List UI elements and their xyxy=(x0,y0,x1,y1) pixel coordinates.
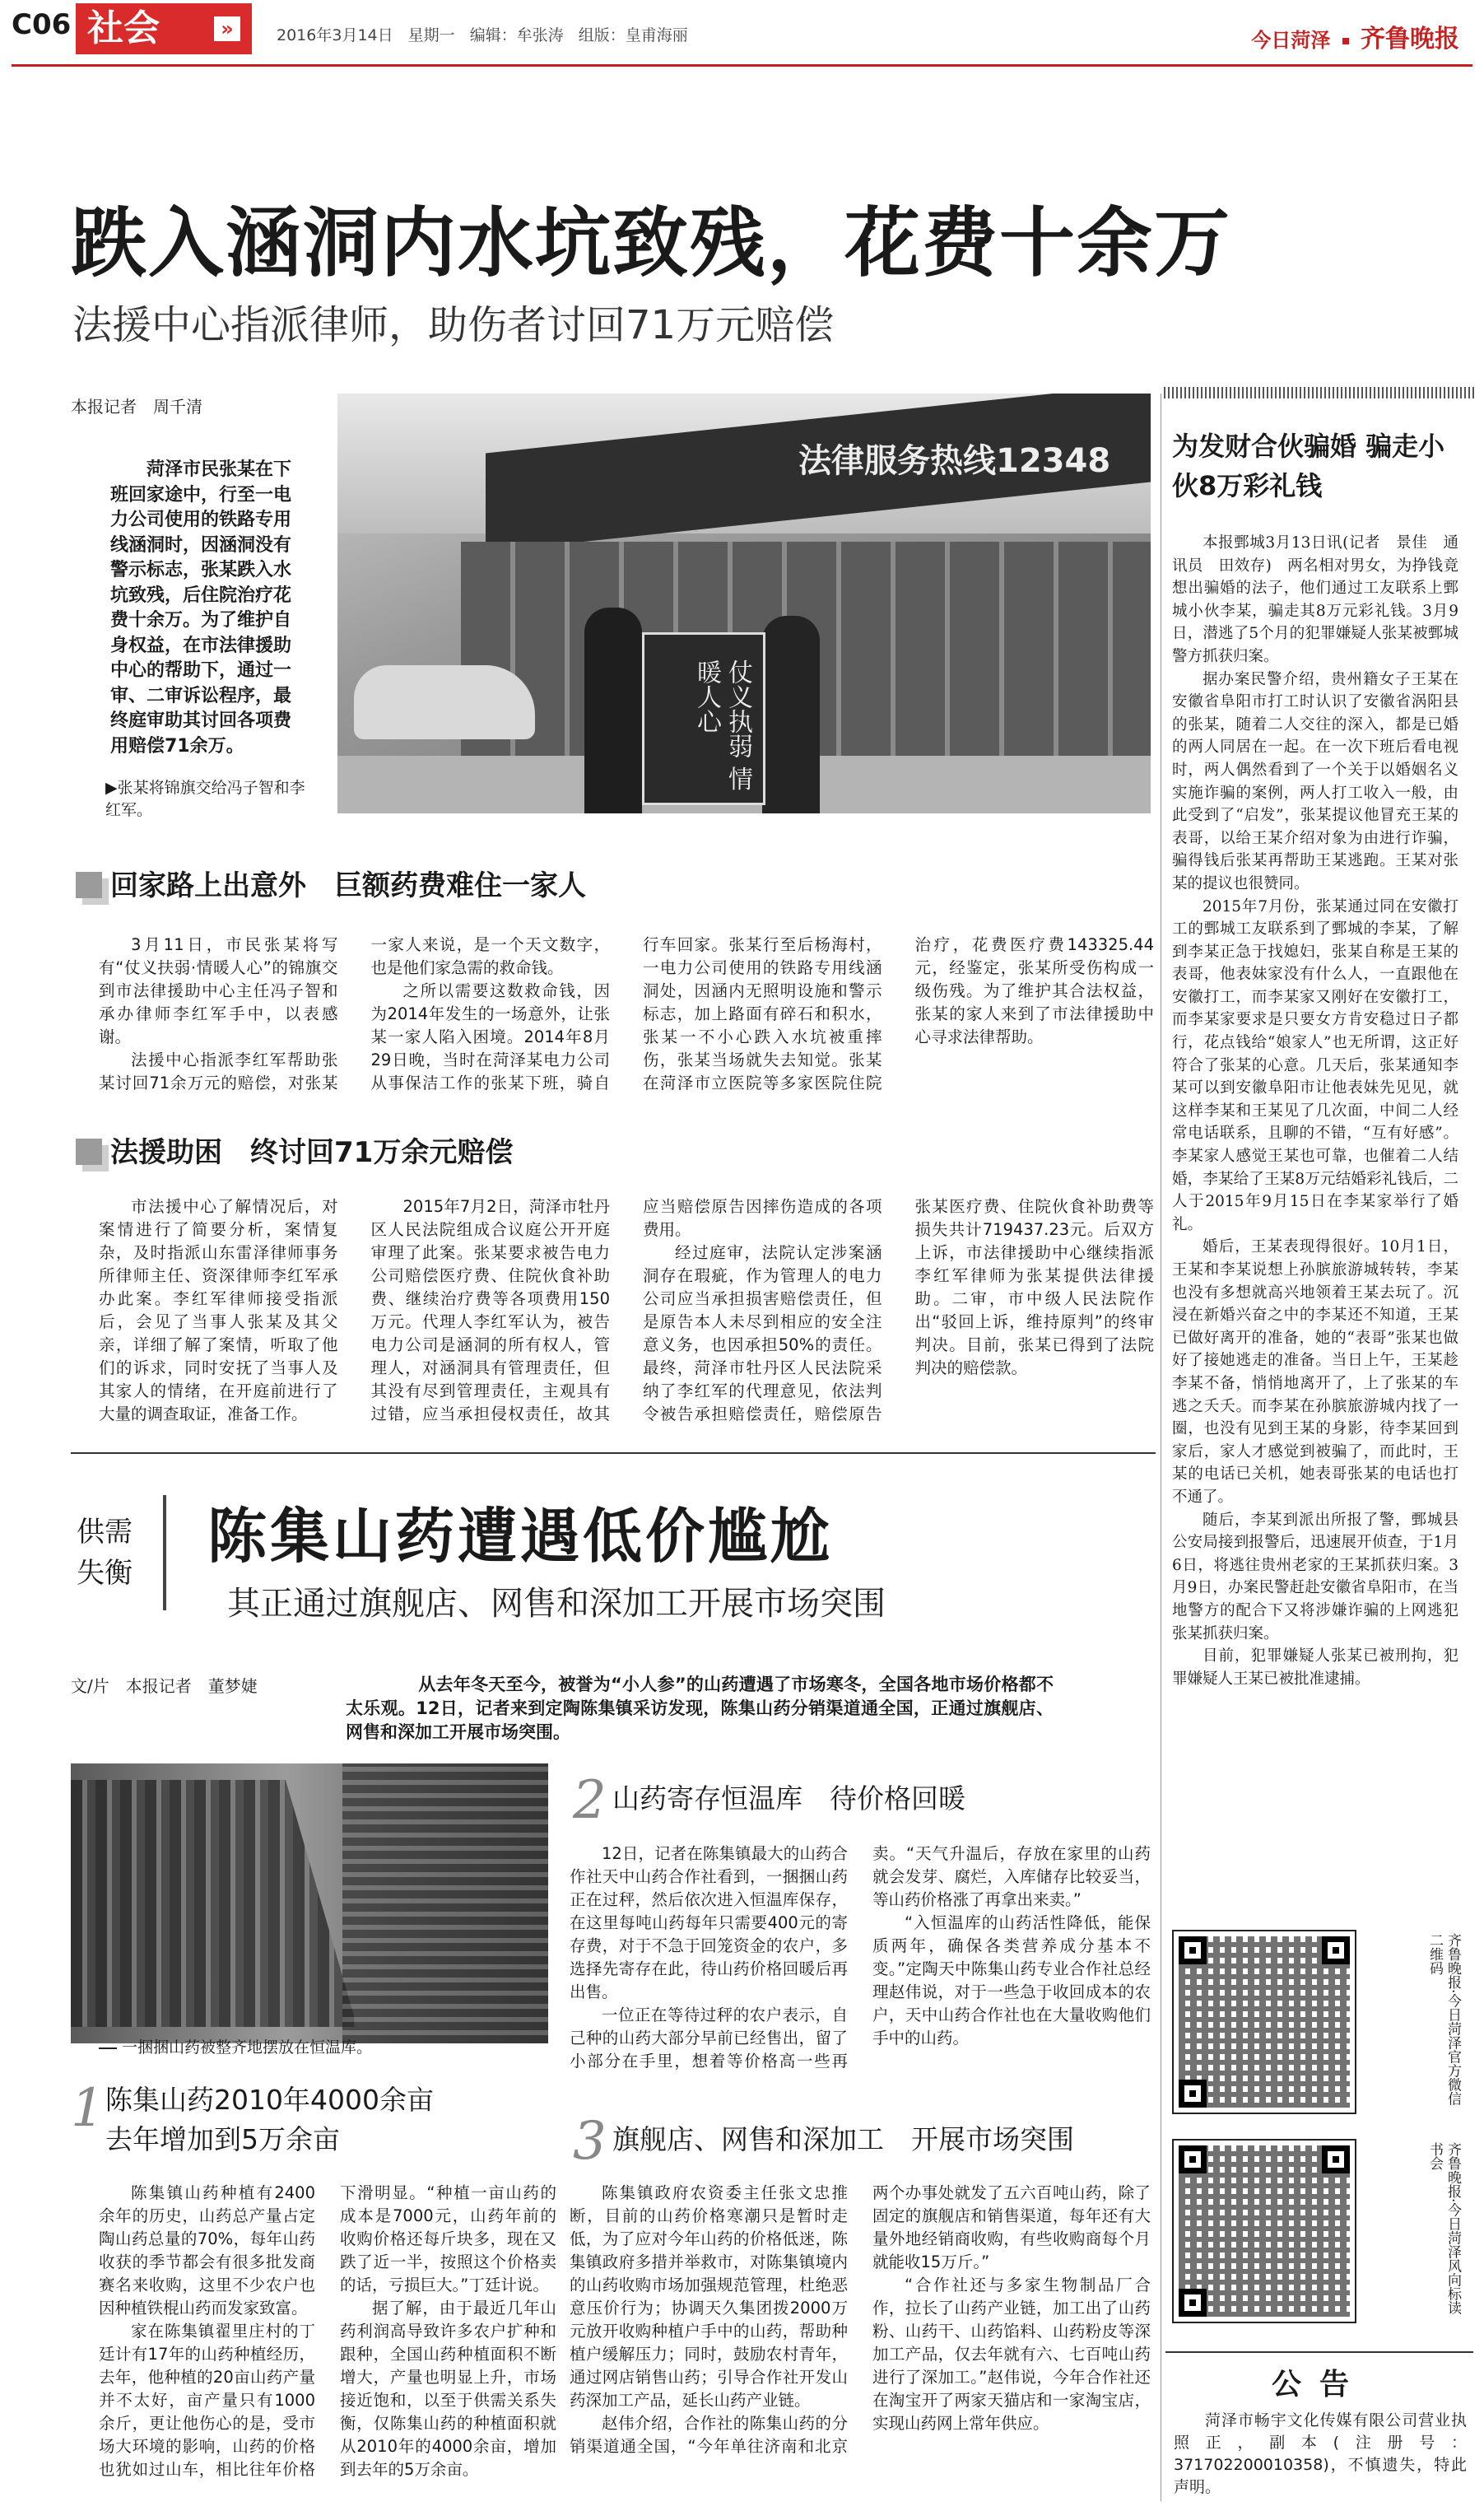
paragraph: 陈集镇山药种植有2400余年的历史，山药总产量占定陶山药总量的70%，每年山药收获的季节都会有很多批发商赛名来收购，这里不少农户也因种植铁棍山药而发家致富。 xyxy=(99,2183,315,2318)
paragraph: 据了解，由于最近几年山药利润高导致许多农户扩种和跟种，全国山药种植面积不断增大，产量也明显上升，市场接近饱和，以至于供需关系失衡，仅陈集山药的种植面积就从2010年的4000余亩，增加到去年的5万余亩。 xyxy=(340,2299,556,2479)
section-label: 社会 xyxy=(87,7,160,49)
main-headline: 跌入涵洞内水坑致残，花费十余万 xyxy=(71,199,1232,287)
side-article-body xyxy=(1172,532,1458,1928)
header-info xyxy=(277,23,688,45)
paragraph: 市法援中心了解情况后，对案情进行了简要分析，案情复杂，及时指派山东雷泽律师事务所律师主任、资深律师李红军承办此案。李红军律师接受指派后，会见了当事人张某及其父亲，详细了解了案情，听取了他们的诉求，同时安抚了当事人及其家人的情绪，在开庭前进行了大量的调查取证，准备工作。 xyxy=(99,1197,338,1423)
edition-name: 今日菏泽 xyxy=(1251,29,1331,52)
part2-body xyxy=(570,1842,1151,2075)
paragraph: 婚后，王某表现得很好。10月1日，王某和李某说想上孙膑旅游城转转，李某也没有多想就高兴地领着王某去玩了。沉浸在新婚兴奋之中的李某还不知道，王某已做好离开的准备，她的“表哥”张某也做好了接她逃走的准备。当日上午，王某趁李某不备，悄悄地离开了，上了张某的车逃之夭夭。而李某在孙膑旅游城内找了一圈，也没有见到王某的身影，待李某回到家后，家人才感觉到被骗了，而此时，王某的电话已关机，她表哥张某的电话也打不通了。 xyxy=(1172,1238,1458,1506)
wechat-qr-code[interactable] xyxy=(1172,1930,1356,2114)
header-editor: 编辑：牟张涛 xyxy=(469,26,564,44)
section-square-icon xyxy=(76,1139,102,1165)
section2-title: 法援助困 终讨回71万余元赔偿 xyxy=(110,1136,514,1169)
paragraph: 据办案民警介绍，贵州籍女子王某在安徽省阜阳市打工时认识了安徽省涡阳县的张某，随着二人交往的深入，都是已婚的两人同居在一起。在一次下班后看电视时，两人偶然看到了一个关于以婚姻名义实施诈骗的案例，两人打工收入一般，由此受到了“启发”，张某提议他冒充王某的表哥，以给王某介绍对象为由进行诈骗，骗得钱后张某再帮助王某逃跑。王某对张某的提议也很赞同。 xyxy=(1172,670,1458,892)
yam-photo xyxy=(71,1763,548,2043)
paper-name: 齐鲁晚报 xyxy=(1361,25,1459,54)
photo-hotline-sign: 法律服务热线12348 xyxy=(798,442,1111,480)
paragraph: 之所以需要这数救命钱，因为2014年发生的一场意外，让张某一家人陷入困境。2014年8月29日晚，当时在菏泽某电力公司从事保洁工作的张某下班，骑自行车回家。张某行至后杨海村，一电力公司使用的铁路专用线涵洞处，因涵内无照明设施和警示标志，加上路面有碎石和积水，张某一不小心跌入水坑被重摔伤，张某当场就失去知觉。张某在菏泽市立医院等多家医院住院治疗，花费医疗费143325.44元，经鉴定，张某所受伤构成一级伤残。为了维护其合法权益，张某的家人来到了市法律援助中心寻求法律帮助。 xyxy=(370,935,1154,1092)
reading-club-qr-code[interactable] xyxy=(1172,2139,1356,2323)
paragraph: 本报鄄城3月13日讯(记者 景佳 通讯员 田效存) 两名相对男女，为挣钱竟想出骗婚的法子，他们通过工友联系上鄄城小伙李某，骗走其8万元彩礼钱。3月9日，潜逃了5个月的犯罪嫌疑人张某被鄄城警方抓获归案。 xyxy=(1172,534,1458,665)
paragraph: 赵伟介绍，合作社的陈集山药的分销渠道通全国，“今年单往济南和北京两个办事处就发了五六百吨山药，除了固定的旗舰店和销售渠道，每年还有大量外地经销商收购，有些收购商每个月就能收15万斤。” xyxy=(570,2183,1151,2456)
side-article-title: 为发财合伙骗婚 骗走小伙8万彩礼钱 xyxy=(1172,431,1445,501)
photo-banner-text: 仗义执弱 情暖人心 xyxy=(692,659,752,791)
part2-number: 2 xyxy=(573,1770,607,1831)
main-photo-caption: ▶张某将锦旗交给冯子智和李红军。 xyxy=(105,779,305,819)
masthead-dot-icon xyxy=(1342,38,1349,44)
main-photo xyxy=(337,394,1151,813)
paragraph: 法援中心指派李红军帮助张某讨回71余万元的赔偿，对张某一家人来说，是一个天文数字，也是他们家急需的救命钱。 xyxy=(99,935,610,1092)
article-divider xyxy=(71,1452,1156,1454)
paragraph: 3月11日，市民张某将写有“仗义扶弱·情暖人心”的锦旗交到市法律援助中心主任冯子智和承办律师李红军手中，以表感谢。 xyxy=(99,935,338,1046)
paragraph: 一位正在等待过秤的农户表示，自己种的山药大部分早前已经售出，留了小部分在手里，想着等价格高一些再卖。“天气升温后，存放在家里的山药就会发芽、腐烂，入库储存比较妥当，等山药价格涨了再拿出来卖。” xyxy=(570,1844,1151,2071)
section2-heading xyxy=(76,1130,513,1170)
part1-number: 1 xyxy=(71,2078,105,2139)
yam-tag: 供需失衡 xyxy=(77,1516,133,1590)
yam-photo-caption xyxy=(99,2037,560,2059)
paragraph: 2015年7月份，张某通过同在安徽打工的鄄城工友联系到了鄄城的李某，了解到李某正急于找媳妇，张某自称是王某的表哥，他表妹家没有什么人，一直跟他在安徽打工，而李某家又刚好在安徽打工，而李某家要求是只要女方肯安稳过日子都行，花点钱给“娘家人”也无所谓，这正好符合了张某的心意。几天后，张某通知李某可以到安徽阜阳市让他表妹先见见，就这样李某和王某见了几次面，中间二人经常电话联系，且聊的不错，“互有好感”。李某家人感觉王某也可靠，也催着二人结婚，李某给了王某8万元结婚彩礼钱后，二人于2015年9月15日在李某家举行了婚礼。 xyxy=(1172,897,1458,1233)
header-weekday: 星期一 xyxy=(407,26,455,44)
paragraph: 12日，记者在陈集镇最大的山药合作社天中山药合作社看到，一捆捆山药正在过秤，然后依次进入恒温库保存，在这里每吨山药每年只需要400元的寄存费，对于不急于回笼资金的农户，多选择先寄存在此，待山药价格回暖后再出售。 xyxy=(570,1844,848,2001)
page-number: C06 xyxy=(12,8,72,41)
sidebar-top-pattern xyxy=(1164,387,1477,398)
yam-tag-rule xyxy=(163,1495,166,1610)
masthead xyxy=(1251,18,1459,54)
paragraph: 2015年7月2日，菏泽市牡丹区人民法院组成合议庭公开开庭审理了此案。张某要求被告电力公司赔偿医疗费、住院伙食补助费、继续治疗费等各项费用150万元。代理人李红军认为，被告电力公司是涵洞的所有权人，管理人，对涵洞具有管理责任，但其没有尽到管理责任，主观具有过错，应当承担侵权责任，故其应当赔偿原告因摔伤造成的各项费用。 xyxy=(370,1197,882,1423)
section1-title: 回家路上出意外 巨额药费难住一家人 xyxy=(110,869,586,902)
paragraph: “入恒温库的山药活性降低，能保质两年，确保各类营养成分基本不变。”定陶天中陈集山药专业合作社总经理赵伟说，对于一些急于收回成本的农户，天中山药合作社也在大量收购他们手中的山药。 xyxy=(872,1913,1151,2047)
part3-body xyxy=(570,2182,1151,2503)
part1-title-line2: 去年增加到5万余亩 xyxy=(105,2123,340,2155)
paragraph: 目前，犯罪嫌疑人张某已被刑拘，犯罪嫌疑人王某已被批准逮捕。 xyxy=(1172,1647,1458,1688)
paragraph: 经过庭审，法院认定涉案涵洞存在瑕疵，作为管理人的电力公司应当承担损害赔偿责任，但是原告本人未尽到相应的安全注意义务，也因承担50%的责任。最终，菏泽市牡丹区人民法院采纳了李红军的代理意见，依法判令被告承担赔偿责任，赔偿原告张某医疗费、住院伙食补助费等损失共计719437.23元。后双方上诉，市法律援助中心继续指派李红军律师为张某提供法律援助。二审，市中级人民法院作出“驳回上诉，维持原判”的终审判决。目前，张某已得到了法院判决的赔偿款。 xyxy=(643,1197,1154,1423)
yam-title: 陈集山药遭遇低价尴尬 xyxy=(207,1502,834,1571)
yam-lead: 从去年冬天至今，被誉为“小人参”的山药遭遇了市场寒冬，全国各地市场价格都不太乐观。12日，记者来到定陶陈集镇采访发现，陈集山药分销渠道通全国，正通过旗舰店、网售和深加工开展市场突围。 xyxy=(346,1675,1054,1742)
paragraph: 陈集镇政府农资委主任张文忠推断，目前的山药价格寒潮只是暂时走低，为了应对今年山药的价格低迷，陈集镇政府多措并举救市，对陈集镇境内的山药收购市场加强规范管理，杜绝恶意压价行为；协调天久集团拨2000万元放开收购种植户手中的山药，帮助种植户缓解压力；同时，鼓励农村青年，通过网店销售山药；引导合作社开发山药深加工产品，延长山药产业链。 xyxy=(570,2183,848,2410)
part1-body xyxy=(99,2182,556,2503)
header-layout: 组版：皇甫海丽 xyxy=(578,26,688,44)
main-subhead: 法援中心指派律师，助伤者讨回71万元赔偿 xyxy=(72,302,835,348)
yam-photo-caption-text: 一捆捆山药被整齐地摆放在恒温库。 xyxy=(122,2038,373,2057)
qr1-caption: 齐鲁晚报·今日菏泽官方微信二维码 xyxy=(1426,1933,1461,2106)
yam-byline: 文/片 本报记者 董梦婕 xyxy=(71,1676,258,1696)
header-date: 2016年3月14日 xyxy=(277,26,393,44)
section1-heading xyxy=(76,863,586,903)
header-rule xyxy=(12,64,1472,67)
part1-title-line1: 陈集山药2010年4000余亩 xyxy=(105,2084,434,2116)
caption-dash-icon xyxy=(99,2047,117,2049)
section1-body xyxy=(99,934,1154,1113)
notice-title: 公告 xyxy=(1271,2368,1367,2402)
yam-subtitle: 其正通过旗舰店、网售和深加工开展市场突围 xyxy=(227,1585,886,1623)
part2-title: 山药寄存恒温库 待价格回暖 xyxy=(612,1782,965,1815)
paragraph: 家在陈集镇翟里庄村的丁廷计有17年的山药种植经历，去年，他种植的20亩山药产量并不太好，亩产量只有1000余斤，更让他伤心的是，受市场大环境的影响，山药的价格也犹如过山车，相比往年价格下滑明显。“种植一亩山药的成本是7000元，山药年前的收购价格还每斤块多，现在又跌了近一半，按照这个价格卖的话，亏损巨大。”丁廷计说。 xyxy=(99,2183,556,2479)
section2-body xyxy=(99,1195,1154,1426)
paragraph: “合作社还与多家生物制品厂合作，拉长了山药产业链，加工出了山药粉、山药干、山药馅料、山药粉皮等深加工产品，仅去年就有六、七百吨山药进行了深加工。”赵伟说，今年合作社还在淘宝开了两家天猫店和一家淘宝店，实现山药网上常年供应。 xyxy=(872,2276,1151,2433)
main-byline: 本报记者 周千清 xyxy=(71,397,202,417)
part3-number: 3 xyxy=(573,2111,607,2172)
paragraph: 随后，李某到派出所报了警，鄄城县公安局接到报警后，迅速展开侦查，于1月6日，将逃往贵州老家的王某抓获归案。3月9日，办案民警赶赴安徽省阜阳市，在当地警方的配合下又将涉嫌诈骗的上网逃犯张某抓获归案。 xyxy=(1172,1511,1458,1642)
part3-title: 旗舰店、网售和深加工 开展市场突围 xyxy=(612,2123,1074,2155)
notice-box xyxy=(1165,2351,1473,2504)
main-lead: 菏泽市民张某在下班回家途中，行至一电力公司使用的铁路专用线涵洞时，因涵洞没有警示标志，张某跌入水坑致残，后住院治疗花费十余万。为了维护自身权益，在市法律援助中心的帮助下，通过一审、二审诉讼程序，最终庭审助其讨回各项费用赔偿71余万。 xyxy=(110,459,292,757)
qr2-caption: 齐鲁晚报·今日菏泽风向标读书会 xyxy=(1426,2142,1461,2315)
notice-body: 菏泽市畅宇文化传媒有限公司营业执照正，副本(注册号：371702200010358)，不慎遗失，特此声明。 xyxy=(1174,2411,1467,2496)
section-tag xyxy=(76,3,252,54)
section-square-icon xyxy=(76,872,102,898)
section-arrow-icon: » xyxy=(214,16,240,41)
